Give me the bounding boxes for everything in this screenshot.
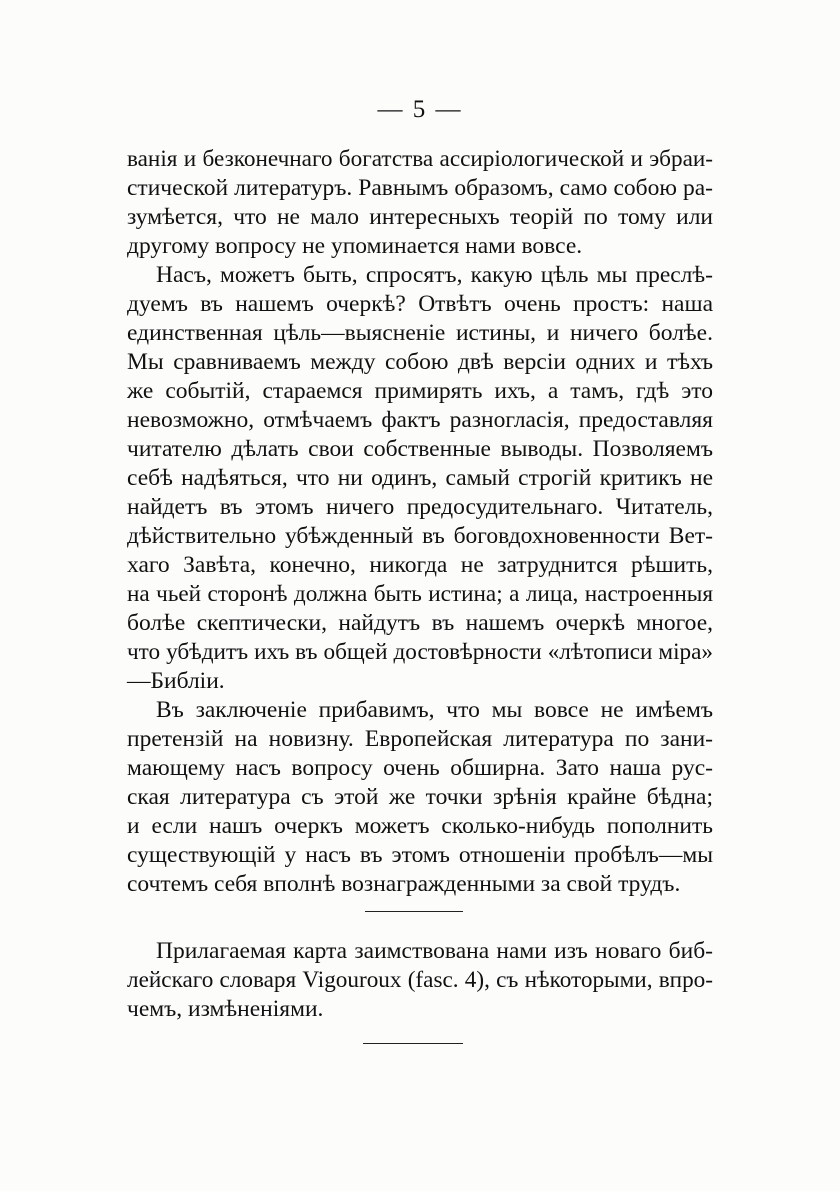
text-line: невозможно, отмѣчаемъ фактъ разногласія, предоставляя <box>127 407 713 433</box>
section-divider <box>365 911 463 912</box>
text-line: себѣ надѣяться, что ни одинъ, самый строгій критикъ не <box>127 465 713 491</box>
text-line: читателю дѣлать свои собственные выводы. Позволяемъ <box>127 436 713 462</box>
text-line: найдетъ въ этомъ ничего предосудительнаго. Читатель, <box>127 494 713 520</box>
text-line: зумѣется, что не мало интересныхъ теорій по тому или <box>127 204 713 230</box>
text-line: чемъ, измѣненіями. <box>127 996 324 1022</box>
text-line: мающему насъ вопросу очень обширна. Зато наша рус- <box>127 755 713 781</box>
text-line: болѣе скептически, найдутъ въ нашемъ очеркѣ многое, <box>127 610 713 636</box>
text-line: же событій, стараемся примирять ихъ, а тамъ, гдѣ это <box>127 378 713 404</box>
text-line: существующій у насъ въ этомъ отношеніи пробѣлъ—мы <box>127 842 713 868</box>
text-line: сочтемъ себя вполнѣ вознагражденными за свой трудъ. <box>127 871 681 897</box>
text-line: Насъ, можетъ быть, спросятъ, какую цѣль мы прeслѣ- <box>156 262 713 288</box>
text-line: дѣйствительно убѣжденный въ боговдохновенности Вет- <box>127 523 713 549</box>
text-line: на чьей сторонѣ должна быть истина; а лица, настроенныя <box>127 581 713 607</box>
page-number: — 5 — <box>377 96 463 123</box>
text-line: Мы сравниваемъ между собою двѣ версіи одних и тѣхъ <box>127 349 713 375</box>
text-line: Въ заключеніе прибавимъ, что мы вовсе не имѣемъ <box>156 697 713 723</box>
text-line: дуемъ въ нашемъ очеркѣ? Отвѣтъ очень простъ: наша <box>127 291 713 317</box>
text-line: ванія и безконечнаго богатства ассиріологической и эбраи- <box>127 146 713 172</box>
text-line: претензій на новизну. Европейская литература по зани- <box>127 726 713 752</box>
text-line: и если нашъ очеркъ можетъ сколько-нибудь пополнить <box>127 813 713 839</box>
text-line: единственная цѣль—выясненіе истины, и ничего болѣе. <box>127 320 713 346</box>
end-divider <box>363 1043 463 1044</box>
text-line: —Библіи. <box>127 668 225 694</box>
text-line: хаго Завѣта, конечно, никогда не затруднится рѣшить, <box>127 552 713 578</box>
text-line: Прилагаемая карта заимствована нами изъ новаго биб- <box>156 938 713 964</box>
text-line: другому вопросу не упоминается нами вовсе. <box>127 233 583 259</box>
text-line: ская литература съ этой же точки зрѣнія крайне бѣдна; <box>127 784 713 810</box>
text-line: что убѣдитъ ихъ въ общей достовѣрности «лѣтописи міра» <box>127 639 713 665</box>
text-line: лейскаго словаря Vigouroux (fasc. 4), съ нѣкоторыми, впро- <box>127 967 713 993</box>
text-line: стической литературъ. Равнымъ образомъ, само собою ра- <box>127 175 713 201</box>
